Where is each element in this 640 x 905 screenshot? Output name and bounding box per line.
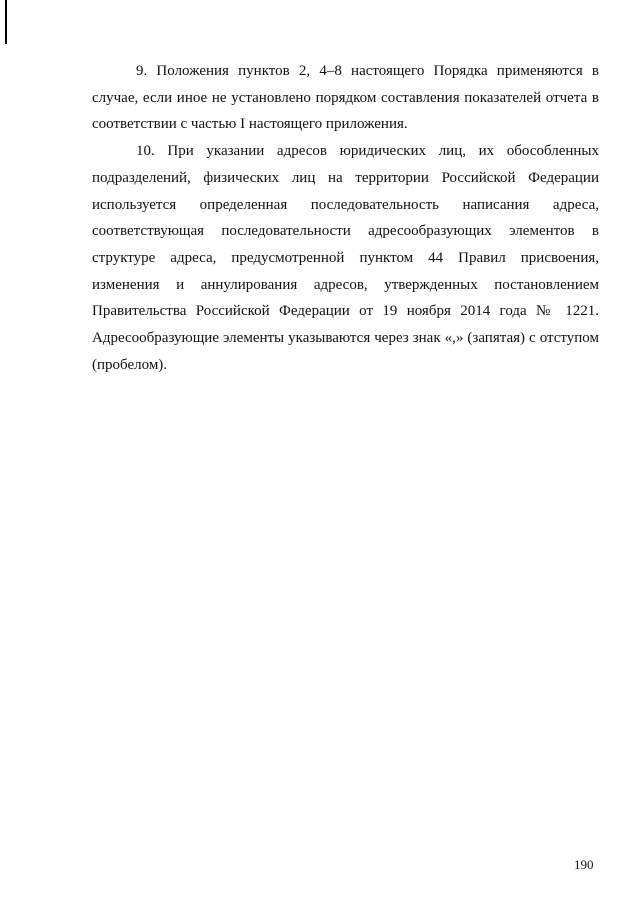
- document-body: [92, 58, 599, 378]
- scan-margin-line: [5, 0, 7, 44]
- paragraph-9: 9. Положения пунктов 2, 4–8 настоящего Порядка применяются в случае, если иное не установлено порядком составления показателей отчета в соответствии с частью I настоящего приложения.: [92, 63, 599, 133]
- page-number: 190: [574, 857, 594, 872]
- paragraph-10: 10. При указании адресов юридических лиц, их обособленных подразделений, физических лиц на территории Российской Федерации используется определенная последовательность написания адреса, соответствующая последовательности адресообразующих элементов в структуре адреса, предусмотренной пунктом 44 Правил присвоения, изменения и аннулирования адресов, утвержденных постановлением Правительства Российской Федерации от 19 ноября 2014 года № 1221. Адресообразующие элементы указываются через знак «,» (запятая) с отступом (пробелом).: [92, 143, 599, 373]
